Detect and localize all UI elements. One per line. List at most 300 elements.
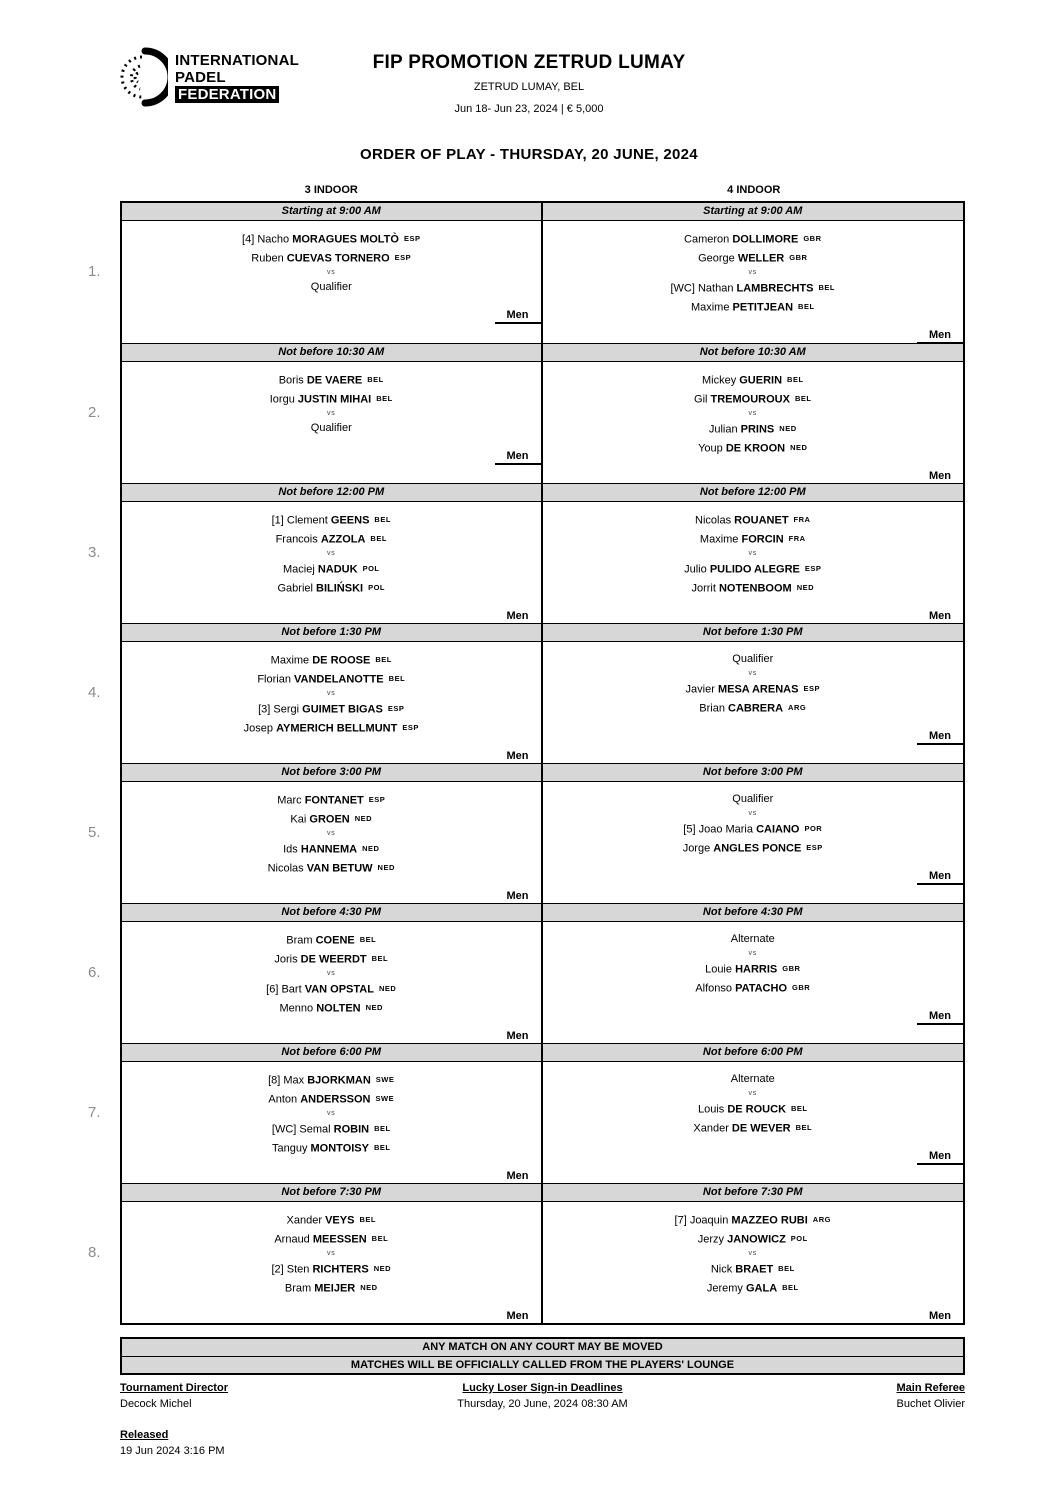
schedule-row (88, 1183, 963, 1323)
match-time: Not before 10:30 AM (122, 344, 541, 362)
row-number: 3. (88, 543, 101, 561)
row-number: 4. (88, 683, 101, 701)
match-cell-right (543, 764, 964, 903)
match-cell-left (122, 764, 543, 903)
notice-box (120, 1337, 965, 1375)
schedule-row (88, 203, 963, 343)
category-label: Men (917, 1010, 963, 1025)
player-last-name: GALA (745, 1282, 778, 1294)
footer-deadlines-block (120, 1381, 965, 1428)
match-time: Not before 1:30 PM (122, 624, 541, 642)
player-last-name: ROBIN (333, 1123, 370, 1136)
player-first-name: Joaquin (689, 1214, 732, 1227)
player-last-name: BJORKMAN (307, 1074, 371, 1087)
player-line (543, 230, 964, 249)
row-number: 5. (88, 823, 101, 841)
player-nationality: FRA (793, 515, 811, 524)
match-cell-right (543, 904, 964, 1043)
player-first-name: Maxime (690, 301, 733, 313)
player-nationality: NED (377, 862, 395, 872)
player-line (543, 1279, 964, 1298)
player-first-name: Arnaud (274, 1233, 313, 1245)
player-nationality: ESP (803, 684, 820, 693)
match-time: Starting at 9:00 AM (543, 203, 964, 221)
player-last-name: BRAET (735, 1263, 774, 1276)
player-line (122, 1260, 541, 1279)
order-of-play-title: ORDER OF PLAY - THURSDAY, 20 JUNE, 2024 (360, 146, 698, 163)
player-last-name: ANDERSSON (300, 1093, 371, 1105)
match-cell-left (122, 484, 543, 623)
player-last-name: VANDELANOTTE (294, 673, 384, 685)
player-first-name: Maxime (699, 533, 742, 545)
match-time: Not before 3:00 PM (543, 764, 964, 782)
vs-label: vs (748, 810, 758, 817)
player-last-name: DE ROOSE (312, 654, 371, 667)
seed-label: [6] (266, 983, 282, 996)
player-nationality: BEL (798, 301, 815, 311)
match-players (122, 782, 541, 877)
player-last-name: PULIDO ALEGRE (709, 563, 800, 576)
match-players (122, 1202, 541, 1297)
player-nationality: ESP (387, 704, 405, 713)
player-last-name: MAZZEO RUBI (731, 1214, 808, 1227)
player-line (122, 670, 541, 689)
player-line (122, 1211, 541, 1230)
player-first-name: Joris (274, 953, 301, 965)
category-label: Men (917, 1150, 963, 1165)
match-players (543, 1062, 964, 1137)
match-time: Not before 7:30 PM (122, 1184, 541, 1202)
player-first-name: Sten (286, 1263, 313, 1276)
player-line (122, 651, 541, 670)
player-nationality: BEL (371, 1233, 389, 1243)
entry-placeholder: Qualifier (732, 793, 774, 805)
match-players (543, 221, 964, 316)
player-line (543, 371, 964, 390)
player-line (122, 1279, 541, 1298)
player-line (543, 439, 964, 458)
match-time: Not before 12:00 PM (543, 484, 964, 502)
player-nationality: NED (362, 844, 380, 853)
player-first-name: Cameron (684, 233, 733, 246)
player-line (543, 839, 964, 858)
player-first-name: Louis (697, 1103, 728, 1116)
player-nationality: BEL (374, 515, 391, 524)
schedule-row (88, 903, 963, 1043)
player-first-name: Nathan (697, 282, 737, 295)
player-nationality: NED (354, 813, 373, 823)
player-last-name: DOLLIMORE (732, 233, 799, 246)
player-last-name: LAMBRECHTS (736, 282, 814, 295)
match-players (543, 782, 964, 857)
player-nationality: NED (796, 582, 815, 592)
match-cell-left (122, 624, 543, 763)
player-first-name: Joao Maria (698, 823, 757, 836)
player-first-name: Javier (685, 683, 718, 696)
seed-label: [2] (271, 1263, 287, 1276)
player-nationality: SWE (375, 1075, 395, 1084)
player-nationality: GBR (792, 982, 811, 992)
player-nationality: BEL (367, 375, 384, 384)
player-first-name: Iorgu (269, 393, 298, 405)
player-nationality: BEL (370, 533, 387, 543)
player-nationality: ESP (804, 564, 822, 573)
player-last-name: JUSTIN MIHAI (297, 393, 372, 405)
player-line (543, 249, 964, 268)
player-nationality: BEL (359, 1215, 376, 1224)
player-last-name: NADUK (317, 563, 358, 576)
entry-placeholder: Alternate (730, 933, 775, 945)
player-first-name: Menno (279, 1002, 317, 1014)
player-first-name: Youp (698, 442, 726, 454)
deadlines-label: Lucky Loser Sign-in Deadlines (462, 1382, 623, 1394)
player-first-name: Ruben (251, 252, 287, 264)
category-label: Men (495, 1030, 541, 1043)
court-header-right: 4 INDOOR (727, 184, 781, 196)
match-cell-right (543, 1184, 964, 1323)
player-first-name: Bart (281, 983, 305, 996)
player-line (122, 1120, 541, 1139)
match-cell-right (543, 624, 964, 763)
player-line (122, 840, 541, 859)
player-first-name: Xander (286, 1214, 326, 1227)
player-nationality: GBR (789, 252, 808, 262)
player-line (122, 999, 541, 1018)
player-first-name: Maciej (283, 563, 318, 576)
match-players (122, 642, 541, 737)
tournament-director-value: Decock Michel (120, 1398, 192, 1410)
player-last-name: MEESSEN (312, 1233, 367, 1245)
player-first-name: Anton (268, 1093, 301, 1105)
player-nationality: BEL (374, 1142, 391, 1152)
player-first-name: Max (283, 1074, 308, 1087)
category-label: Men (495, 890, 541, 903)
player-nationality: BEL (376, 393, 393, 403)
player-first-name: Nicolas (267, 862, 307, 874)
vs-label: vs (748, 950, 758, 957)
player-line (122, 390, 541, 409)
player-first-name: George (698, 252, 738, 264)
player-line (543, 699, 964, 718)
player-nationality: BEL (794, 393, 812, 403)
player-first-name: Ids (283, 843, 301, 856)
vs-label: vs (326, 1250, 336, 1257)
player-last-name: FORCIN (741, 533, 784, 545)
player-last-name: MORAGUES MOLTÒ (292, 233, 399, 246)
player-line (543, 420, 964, 439)
match-time: Not before 4:30 PM (543, 904, 964, 922)
player-last-name: MEIJER (314, 1282, 356, 1294)
player-last-name: NOLTEN (316, 1002, 361, 1014)
player-last-name: GEENS (330, 514, 370, 527)
match-time: Starting at 9:00 AM (122, 203, 541, 221)
entry-placeholder: Alternate (730, 1073, 775, 1085)
player-line (543, 560, 964, 579)
player-last-name: ROUANET (734, 514, 789, 527)
player-nationality: BEL (795, 1122, 813, 1132)
category-label: Men (917, 870, 963, 885)
match-time: Not before 1:30 PM (543, 624, 964, 642)
player-line (122, 980, 541, 999)
player-last-name: NOTENBOOM (718, 582, 792, 594)
player-last-name: VAN OPSTAL (304, 983, 374, 996)
federation-name-line-1: INTERNATIONAL (175, 51, 299, 69)
player-nationality: BEL (359, 935, 377, 944)
player-line (543, 390, 964, 409)
entry-placeholder: Qualifier (310, 422, 352, 434)
player-line (122, 1230, 541, 1249)
player-first-name: Julian (708, 423, 741, 436)
category-label: Men (917, 730, 963, 745)
player-first-name: Clement (286, 514, 331, 527)
main-referee-value: Buchet Olivier (896, 1398, 965, 1410)
player-nationality: FRA (788, 533, 806, 543)
seed-label: [8] (268, 1074, 284, 1087)
player-last-name: VAN BETUW (306, 862, 373, 874)
player-line (122, 511, 541, 530)
player-line (543, 680, 964, 699)
player-line (122, 530, 541, 549)
match-cell-right (543, 1044, 964, 1183)
footer-director-block (120, 1381, 228, 1475)
player-last-name: AZZOLA (320, 533, 366, 545)
schedule-body (88, 201, 965, 1325)
player-nationality: POL (362, 564, 380, 573)
category-label: Men (495, 450, 541, 465)
vs-label: vs (748, 410, 758, 417)
player-line (122, 1090, 541, 1109)
player-last-name: GROEN (309, 813, 350, 825)
match-time: Not before 4:30 PM (122, 904, 541, 922)
match-time: Not before 10:30 AM (543, 344, 964, 362)
player-line (543, 1211, 964, 1230)
player-line (122, 931, 541, 950)
schedule-row (88, 623, 963, 763)
player-first-name: Semal (299, 1123, 334, 1136)
seed-label: [7] (674, 1214, 690, 1227)
player-first-name: Sergi (273, 703, 303, 716)
category-label: Men (917, 470, 963, 483)
player-nationality: ESP (806, 842, 823, 852)
player-nationality: NED (365, 1002, 383, 1012)
match-players (122, 362, 541, 437)
player-nationality: NED (360, 1282, 378, 1292)
seed-label: [3] (258, 703, 274, 716)
player-last-name: GUIMET BIGAS (302, 703, 383, 716)
tournament-header (0, 52, 1058, 115)
player-first-name: Louie (705, 963, 736, 976)
tournament-dates-prize: Jun 18- Jun 23, 2024 | € 5,000 (454, 103, 604, 115)
match-players (543, 1202, 964, 1297)
player-nationality: BEL (791, 1104, 808, 1113)
vs-label: vs (748, 670, 758, 677)
player-last-name: HANNEMA (300, 843, 358, 856)
row-number: 6. (88, 963, 101, 981)
player-nationality: ESP (403, 234, 421, 243)
player-line (122, 560, 541, 579)
vs-label: vs (748, 550, 758, 557)
player-last-name: AYMERICH BELLMUNT (276, 722, 398, 734)
player-first-name: Francois (275, 533, 321, 545)
court-header-left: 3 INDOOR (304, 184, 358, 196)
federation-name-line-2: PADEL (175, 68, 226, 86)
player-nationality: ARG (788, 702, 807, 712)
entry-placeholder: Qualifier (310, 281, 352, 293)
match-players (122, 922, 541, 1017)
player-first-name: Josep (243, 722, 277, 734)
federation-name-line-3: FEDERATION (175, 86, 279, 103)
player-last-name: BILIŃSKI (316, 582, 364, 594)
row-number: 7. (88, 1103, 101, 1121)
category-label: Men (917, 610, 963, 623)
player-first-name: Alfonso (695, 982, 736, 994)
player-first-name: Jerzy (697, 1233, 728, 1245)
schedule-row (88, 1043, 963, 1183)
player-first-name: Nicolas (695, 514, 735, 527)
player-line (543, 1230, 964, 1249)
player-nationality: BEL (782, 1282, 799, 1292)
player-last-name: FONTANET (304, 794, 364, 807)
player-nationality: BEL (375, 655, 392, 664)
player-line (543, 579, 964, 598)
player-last-name: PRINS (740, 423, 775, 436)
player-first-name: Marc (277, 794, 305, 807)
player-nationality: ESP (402, 722, 419, 732)
player-last-name: VEYS (325, 1214, 355, 1227)
court-headers (120, 184, 965, 196)
match-players (543, 362, 964, 457)
match-time: Not before 3:00 PM (122, 764, 541, 782)
vs-label: vs (326, 830, 336, 837)
player-last-name: PETITJEAN (732, 301, 794, 313)
player-nationality: NED (378, 984, 397, 993)
main-referee-label: Main Referee (896, 1382, 965, 1394)
player-line (543, 1100, 964, 1119)
notice-line-2: MATCHES WILL BE OFFICIALLY CALLED FROM THE PLAYERS' LOUNGE (122, 1356, 963, 1373)
vs-label: vs (326, 269, 336, 276)
player-last-name: PATACHO (735, 982, 788, 994)
player-first-name: Tanguy (271, 1142, 311, 1154)
row-number: 1. (88, 263, 101, 280)
tournament-location: ZETRUD LUMAY, BEL (473, 81, 585, 93)
player-line (122, 579, 541, 598)
player-line (122, 230, 541, 249)
seed-label: [4] (242, 233, 258, 246)
vs-label: vs (326, 410, 336, 417)
schedule-row (88, 763, 963, 903)
player-line (122, 1071, 541, 1090)
player-nationality: GBR (782, 964, 801, 973)
player-line (122, 950, 541, 969)
player-last-name: DE VAERE (306, 374, 363, 387)
player-line (122, 719, 541, 738)
released-label: Released (120, 1429, 169, 1441)
match-players (543, 642, 964, 717)
player-first-name: Jorrit (691, 582, 719, 594)
vs-label: vs (326, 550, 336, 557)
player-nationality: BEL (374, 1124, 391, 1133)
player-line (543, 1119, 964, 1138)
player-nationality: BEL (778, 1264, 795, 1273)
player-last-name: COENE (315, 934, 355, 947)
player-first-name: Bram (286, 934, 316, 947)
player-first-name: Kai (290, 813, 310, 825)
player-last-name: TREMOUROUX (710, 393, 790, 405)
match-players (122, 1062, 541, 1157)
player-last-name: MESA ARENAS (717, 683, 799, 696)
player-line (543, 298, 964, 317)
player-first-name: Jeremy (706, 1282, 746, 1294)
match-time: Not before 6:00 PM (543, 1044, 964, 1062)
player-nationality: GBR (803, 234, 822, 243)
player-line (122, 249, 541, 268)
player-nationality: ARG (812, 1215, 831, 1224)
player-nationality: NED (790, 442, 808, 452)
player-line (543, 279, 964, 298)
vs-label: vs (326, 1110, 336, 1117)
match-players (543, 502, 964, 597)
player-nationality: BEL (787, 375, 804, 384)
player-nationality: POR (804, 824, 823, 833)
footer-referee-block (897, 1381, 965, 1428)
match-cell-left (122, 1184, 543, 1323)
player-line (122, 1139, 541, 1158)
player-first-name: Jorge (682, 842, 714, 854)
match-cell-left (122, 203, 543, 343)
match-players (543, 922, 964, 997)
vs-label: vs (326, 690, 336, 697)
player-last-name: MONTOISY (310, 1142, 369, 1154)
player-line (543, 1260, 964, 1279)
player-line (543, 530, 964, 549)
tournament-director-label: Tournament Director (120, 1382, 228, 1394)
player-line (543, 979, 964, 998)
player-last-name: CAIANO (756, 823, 800, 836)
player-last-name: ANGLES PONCE (713, 842, 802, 854)
player-first-name: Nick (710, 1263, 736, 1276)
player-line (543, 511, 964, 530)
row-number: 8. (88, 1243, 101, 1261)
player-line (122, 810, 541, 829)
player-nationality: NED (779, 424, 797, 433)
player-first-name: Nacho (257, 233, 293, 246)
match-players (122, 502, 541, 597)
row-number: 2. (88, 403, 101, 421)
player-nationality: POL (368, 582, 385, 592)
player-last-name: GUERIN (739, 374, 783, 387)
player-last-name: CABRERA (728, 702, 784, 714)
vs-label: vs (326, 970, 336, 977)
player-nationality: POL (790, 1233, 808, 1243)
notice-line-1: ANY MATCH ON ANY COURT MAY BE MOVED (122, 1339, 963, 1356)
seed-label: [1] (271, 514, 287, 527)
player-line (122, 700, 541, 719)
player-last-name: WELLER (737, 252, 785, 264)
released-value: 19 Jun 2024 3:16 PM (120, 1445, 225, 1457)
match-time: Not before 6:00 PM (122, 1044, 541, 1062)
match-cell-right (543, 344, 964, 483)
player-last-name: JANOWICZ (727, 1233, 786, 1245)
entry-placeholder: Qualifier (732, 653, 774, 665)
schedule-row (88, 343, 963, 483)
vs-label: vs (748, 1250, 758, 1257)
player-line (543, 960, 964, 979)
player-last-name: DE WEERDT (300, 953, 367, 965)
player-last-name: DE ROUCK (727, 1103, 787, 1116)
tournament-title: FIP PROMOTION ZETRUD LUMAY (372, 52, 686, 73)
match-cell-right (543, 203, 964, 343)
player-first-name: Xander (693, 1122, 732, 1134)
